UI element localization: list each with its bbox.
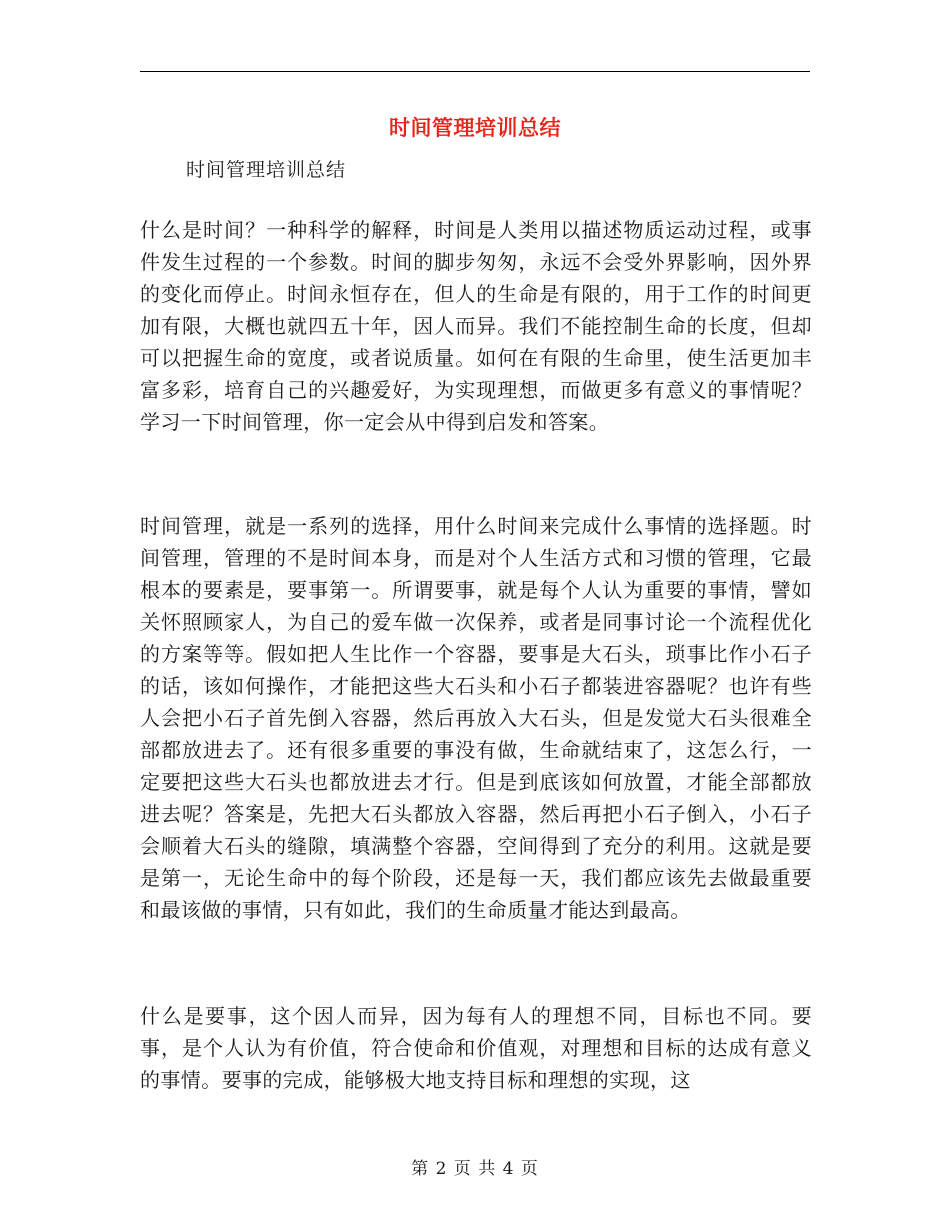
page-footer: 第 2 页 共 4 页 xyxy=(411,1159,539,1179)
document-subtitle: 时间管理培训总结 xyxy=(186,159,347,181)
paragraph-1: 什么是时间？一种科学的解释，时间是人类用以描述物质运动过程，或事件发生过程的一个参数。时间的脚步匆匆，永远不会受外界影响，因外界的变化而停止。时间永恒存在，但人的生命是有限的，用于工作的时间更加有限，大概也就四五十年，因人而异。我们不能控制生命的长度，但却可以把握生命的宽度，或者说质量。如何在有限的生命里，使生活更加丰富多彩，培育自己的兴趣爱好，为实现理想，而做更多有意义的事情呢？学习一下时间管理，你一定会从中得到启发和答案。 xyxy=(140,218,812,434)
paragraph-2: 时间管理，就是一系列的选择，用什么时间来完成什么事情的选择题。时间管理，管理的不是时间本身，而是对个人生活方式和习惯的管理，它最根本的要素是，要事第一。所谓要事，就是每个人认为重要的事情，譬如关怀照顾家人，为自己的爱车做一次保养，或者是同事讨论一个流程优化的方案等等。假如把人生比作一个容器，要事是大石头，琐事比作小石子的话，该如何操作，才能把这些大石头和小石子都装进容器呢？也许有些人会把小石子首先倒入容器，然后再放入大石头，但是发觉大石头很难全部都放进去了。还有很多重要的事没有做，生命就结束了，这怎么行，一定要把这些大石头也都放进去才行。但是到底该如何放置，才能全部都放进去呢？答案是，先把大石头都放入容器，然后再把小石子倒入，小石子会顺着大石头的缝隙，填满整个容器，空间得到了充分的利用。这就是要是第一，无论生命中的每个阶段，还是每一天，我们都应该先去做最重要和最该做的事情，只有如此，我们的生命质量才能达到最高。 xyxy=(140,514,812,922)
page-title: 时间管理培训总结 xyxy=(389,116,561,140)
header-rule xyxy=(140,71,810,72)
paragraph-3: 什么是要事，这个因人而异，因为每有人的理想不同，目标也不同。要事，是个人认为有价值，符合使命和价值观，对理想和目标的达成有意义的事情。要事的完成，能够极大地支持目标和理想的实现，这 xyxy=(140,1004,812,1092)
